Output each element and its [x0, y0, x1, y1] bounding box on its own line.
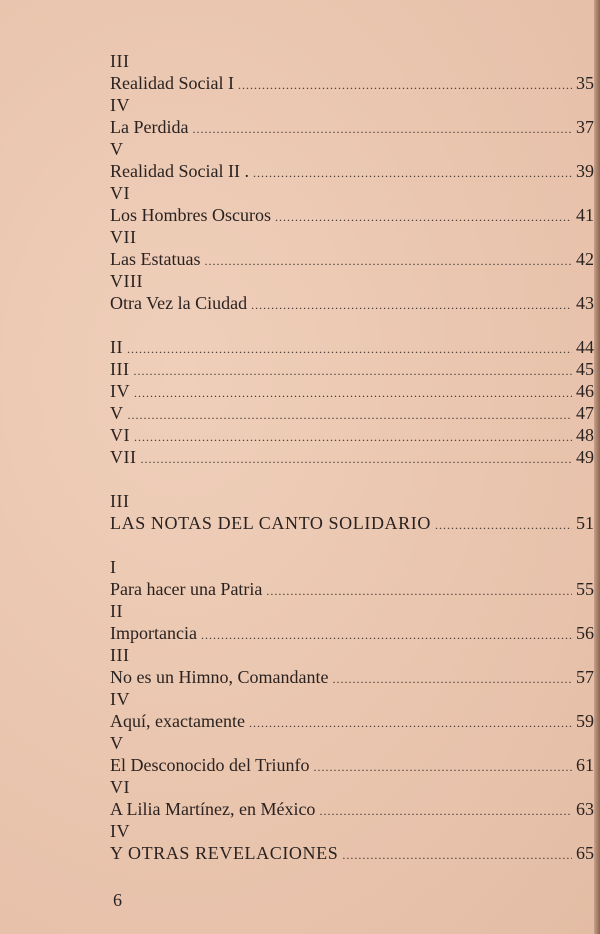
toc-entry[interactable]: [110, 622, 594, 644]
toc-group: [110, 50, 594, 314]
leader-dots: [253, 162, 572, 184]
toc-entry[interactable]: [110, 116, 594, 138]
entry-page: 59: [576, 711, 594, 731]
toc-entry[interactable]: [110, 160, 594, 182]
entry-numeral: III: [110, 51, 130, 71]
entry-numeral: I: [110, 557, 117, 577]
entry-numeral: VII: [110, 227, 137, 247]
toc-entry[interactable]: [110, 358, 594, 380]
entry-title: El Desconocido del Triunfo: [110, 755, 310, 775]
toc-entry[interactable]: [110, 204, 594, 226]
toc-entry[interactable]: [110, 336, 594, 358]
entry-page: 61: [576, 755, 594, 775]
toc-entry[interactable]: [110, 424, 594, 446]
entry-page: 46: [576, 381, 594, 401]
entry-title: Las Estatuas: [110, 249, 201, 269]
leader-dots: [134, 426, 572, 448]
entry-numeral: IV: [110, 689, 130, 709]
entry-title: Realidad Social II .: [110, 161, 249, 181]
leader-dots: [134, 382, 572, 404]
toc-entry[interactable]: [110, 72, 594, 94]
entry-title: Los Hombres Oscuros: [110, 205, 271, 225]
section-numeral: IV: [110, 821, 130, 841]
leader-dots: [332, 668, 572, 690]
entry-numeral: II: [110, 601, 123, 621]
spacer: [110, 468, 594, 490]
section-title: LAS NOTAS DEL CANTO SOLIDARIO: [110, 513, 431, 533]
entry-page: 35: [576, 73, 594, 93]
section-numeral: III: [110, 491, 130, 511]
entry-title: Para hacer una Patria: [110, 579, 263, 599]
entry-title: A Lilia Martínez, en México: [110, 799, 316, 819]
entry-numeral: IV: [110, 95, 130, 115]
leader-dots: [251, 294, 572, 316]
toc-section: [110, 490, 594, 534]
entry-title: VI: [110, 425, 130, 445]
entry-numeral: VI: [110, 183, 130, 203]
leader-dots: [128, 404, 573, 426]
entry-page: 63: [576, 799, 594, 819]
entry-page: 49: [576, 447, 594, 467]
entry-title: II: [110, 337, 123, 357]
page-edge: [594, 0, 600, 934]
toc-entry[interactable]: [110, 578, 594, 600]
leader-dots: [238, 74, 572, 96]
entry-page: 55: [576, 579, 594, 599]
leader-dots: [319, 800, 572, 822]
toc-entry[interactable]: [110, 666, 594, 688]
toc-entry[interactable]: [110, 446, 594, 468]
leader-dots: [204, 250, 572, 272]
table-of-contents: [110, 50, 594, 864]
page-number: 6: [113, 890, 122, 910]
spacer: [110, 314, 594, 336]
leader-dots: [435, 514, 572, 536]
leader-dots: [127, 338, 572, 360]
entry-page: 56: [576, 623, 594, 643]
entry-title: VII: [110, 447, 137, 467]
entry-page: 43: [576, 293, 594, 313]
entry-page: 37: [576, 117, 594, 137]
toc-section: [110, 820, 594, 864]
entry-numeral: VI: [110, 777, 130, 797]
leader-dots: [266, 580, 572, 602]
entry-page: 44: [576, 337, 594, 357]
entry-page: 51: [576, 513, 594, 533]
spacer: [110, 534, 594, 556]
entry-title: III: [110, 359, 130, 379]
section-title: Y OTRAS REVELACIONES: [110, 843, 339, 863]
entry-title: La Perdida: [110, 117, 189, 137]
leader-dots: [133, 360, 572, 382]
entry-numeral: III: [110, 645, 130, 665]
entry-page: 41: [576, 205, 594, 225]
entry-page: 48: [576, 425, 594, 445]
toc-entry[interactable]: [110, 292, 594, 314]
entry-title: Importancia: [110, 623, 197, 643]
entry-title: IV: [110, 381, 130, 401]
entry-page: 47: [576, 403, 594, 423]
entry-title: V: [110, 403, 124, 423]
entry-numeral: V: [110, 733, 124, 753]
toc-group: [110, 556, 594, 820]
leader-dots: [275, 206, 572, 228]
toc-entry[interactable]: [110, 798, 594, 820]
leader-dots: [249, 712, 572, 734]
section-entry[interactable]: [110, 512, 594, 534]
entry-page: 57: [576, 667, 594, 687]
entry-page: 39: [576, 161, 594, 181]
entry-page: 45: [576, 359, 594, 379]
toc-entry[interactable]: [110, 380, 594, 402]
entry-title: No es un Himno, Comandante: [110, 667, 329, 687]
entry-title: Otra Vez la Ciudad: [110, 293, 248, 313]
leader-dots: [192, 118, 572, 140]
toc-entry[interactable]: [110, 710, 594, 732]
leader-dots: [201, 624, 572, 646]
leader-dots: [314, 756, 573, 778]
entry-numeral: VIII: [110, 271, 143, 291]
leader-dots: [141, 448, 573, 470]
toc-group: [110, 336, 594, 468]
toc-entry[interactable]: [110, 248, 594, 270]
entry-title: Realidad Social I: [110, 73, 234, 93]
entry-page: 42: [576, 249, 594, 269]
entry-page: 65: [576, 843, 594, 863]
toc-entry[interactable]: [110, 402, 594, 424]
section-entry[interactable]: [110, 842, 594, 864]
entry-numeral: V: [110, 139, 124, 159]
entry-title: Aquí, exactamente: [110, 711, 245, 731]
leader-dots: [342, 844, 572, 866]
toc-entry[interactable]: [110, 754, 594, 776]
